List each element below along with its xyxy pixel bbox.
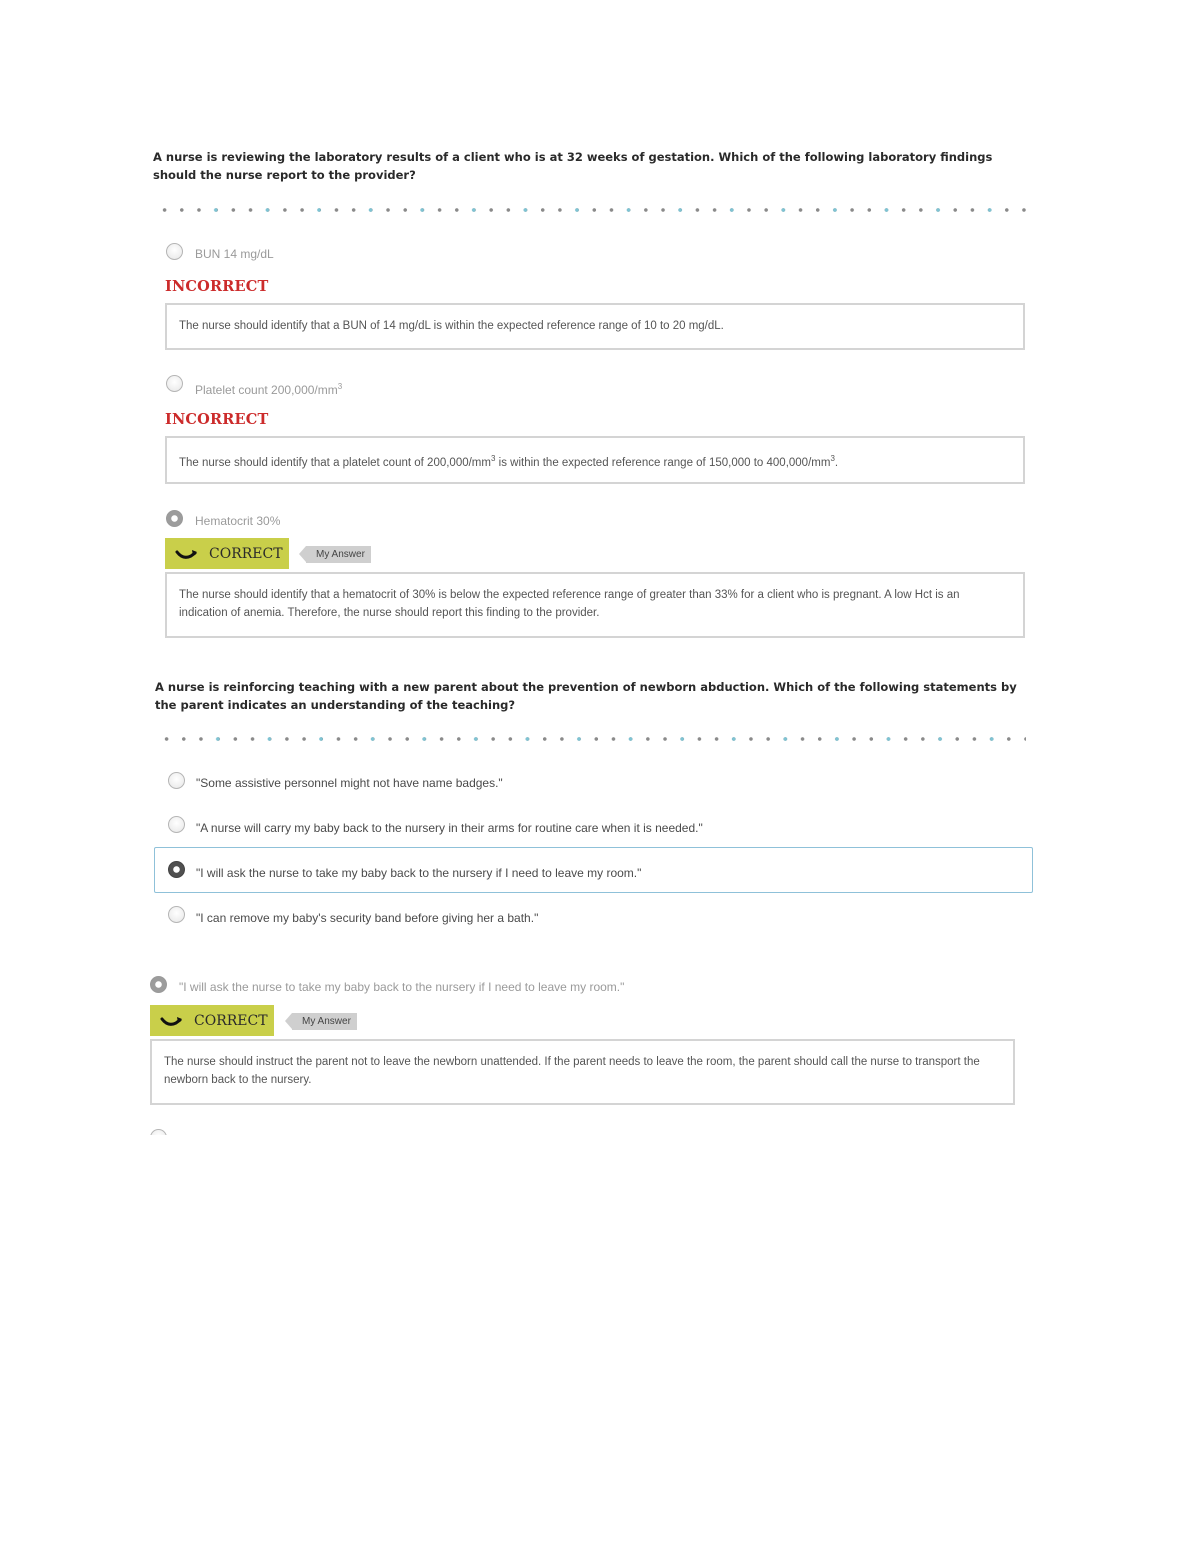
option-hematocrit-radio[interactable] — [166, 510, 183, 527]
option-2-label[interactable]: "A nurse will carry my baby back to the nursery in their arms for routine care when it is needed." — [196, 821, 703, 835]
feedback-box — [165, 436, 1025, 484]
option-hematocrit-label: Hematocrit 30% — [195, 514, 281, 528]
feedback-text: The nurse should identify that a BUN of 14 mg/dL is within the expected reference range of 10 to 20 mg/dL. — [179, 320, 724, 332]
option-platelet-radio[interactable] — [166, 375, 183, 392]
option-4-label[interactable]: "I can remove my baby's security band before giving her a bath." — [196, 911, 539, 925]
feedback-text: The nurse should identify that a platelet count of $200,000/mm^3$ is within the expected reference range of 150,000 to $400,000/mm^3$. — [179, 454, 839, 469]
option-3-radio[interactable] — [168, 861, 185, 878]
checkmark-icon — [175, 548, 199, 560]
divider-dots-accent — [190, 207, 1028, 213]
option-platelet-label: Platelet count $200,000/mm^3$ — [195, 382, 343, 397]
option-1-radio[interactable] — [168, 772, 185, 789]
question-2-text: A nurse is reinforcing teaching with a new parent about the prevention of newborn abduction. Which of the following statements by the parent indicates an understanding of the teaching? — [155, 680, 1017, 712]
my-answer-tag: My Answer — [292, 1013, 357, 1030]
answer-label: "I will ask the nurse to take my baby back to the nursery if I need to leave my room." — [179, 980, 625, 994]
option-bun-radio[interactable] — [166, 243, 183, 260]
option-3-label[interactable]: "I will ask the nurse to take my baby back to the nursery if I need to leave my room." — [196, 866, 642, 880]
feedback-box — [150, 1039, 1015, 1105]
question-1-text: A nurse is reviewing the laboratory results of a client who is at 32 weeks of gestation. Which of the following laboratory findings should the nurse report to the provider? — [153, 150, 993, 182]
option-1-label[interactable]: "Some assistive personnel might not have name badges." — [196, 776, 503, 790]
my-answer-tag: My Answer — [306, 546, 371, 563]
correct-badge — [165, 538, 289, 569]
option-4-radio[interactable] — [168, 906, 185, 923]
feedback-text: The nurse should instruct the parent not to leave the newborn unattended. If the parent needs to leave the room, the parent should call the nurse to transport the newborn back to the nursery. — [164, 1056, 980, 1086]
option-bun-label: BUN 14 mg/dL — [195, 247, 274, 261]
incorrect-label: INCORRECT — [165, 411, 269, 428]
feedback-box — [165, 303, 1025, 350]
incorrect-label: INCORRECT — [165, 278, 269, 295]
divider-dots-accent — [192, 736, 1026, 742]
correct-badge — [150, 1005, 274, 1036]
cropped-radio — [150, 1129, 167, 1135]
answer-radio — [150, 976, 167, 993]
correct-label: CORRECT — [194, 1012, 268, 1029]
feedback-box — [165, 572, 1025, 638]
correct-label: CORRECT — [209, 545, 283, 562]
option-2-radio[interactable] — [168, 816, 185, 833]
feedback-text: The nurse should identify that a hematocrit of 30% is below the expected reference range of greater than 33% for a client who is pregnant. A low Hct is an indication of anemia. Therefore, the nurse should report this finding to the provider. — [179, 589, 960, 619]
checkmark-icon — [160, 1015, 184, 1027]
